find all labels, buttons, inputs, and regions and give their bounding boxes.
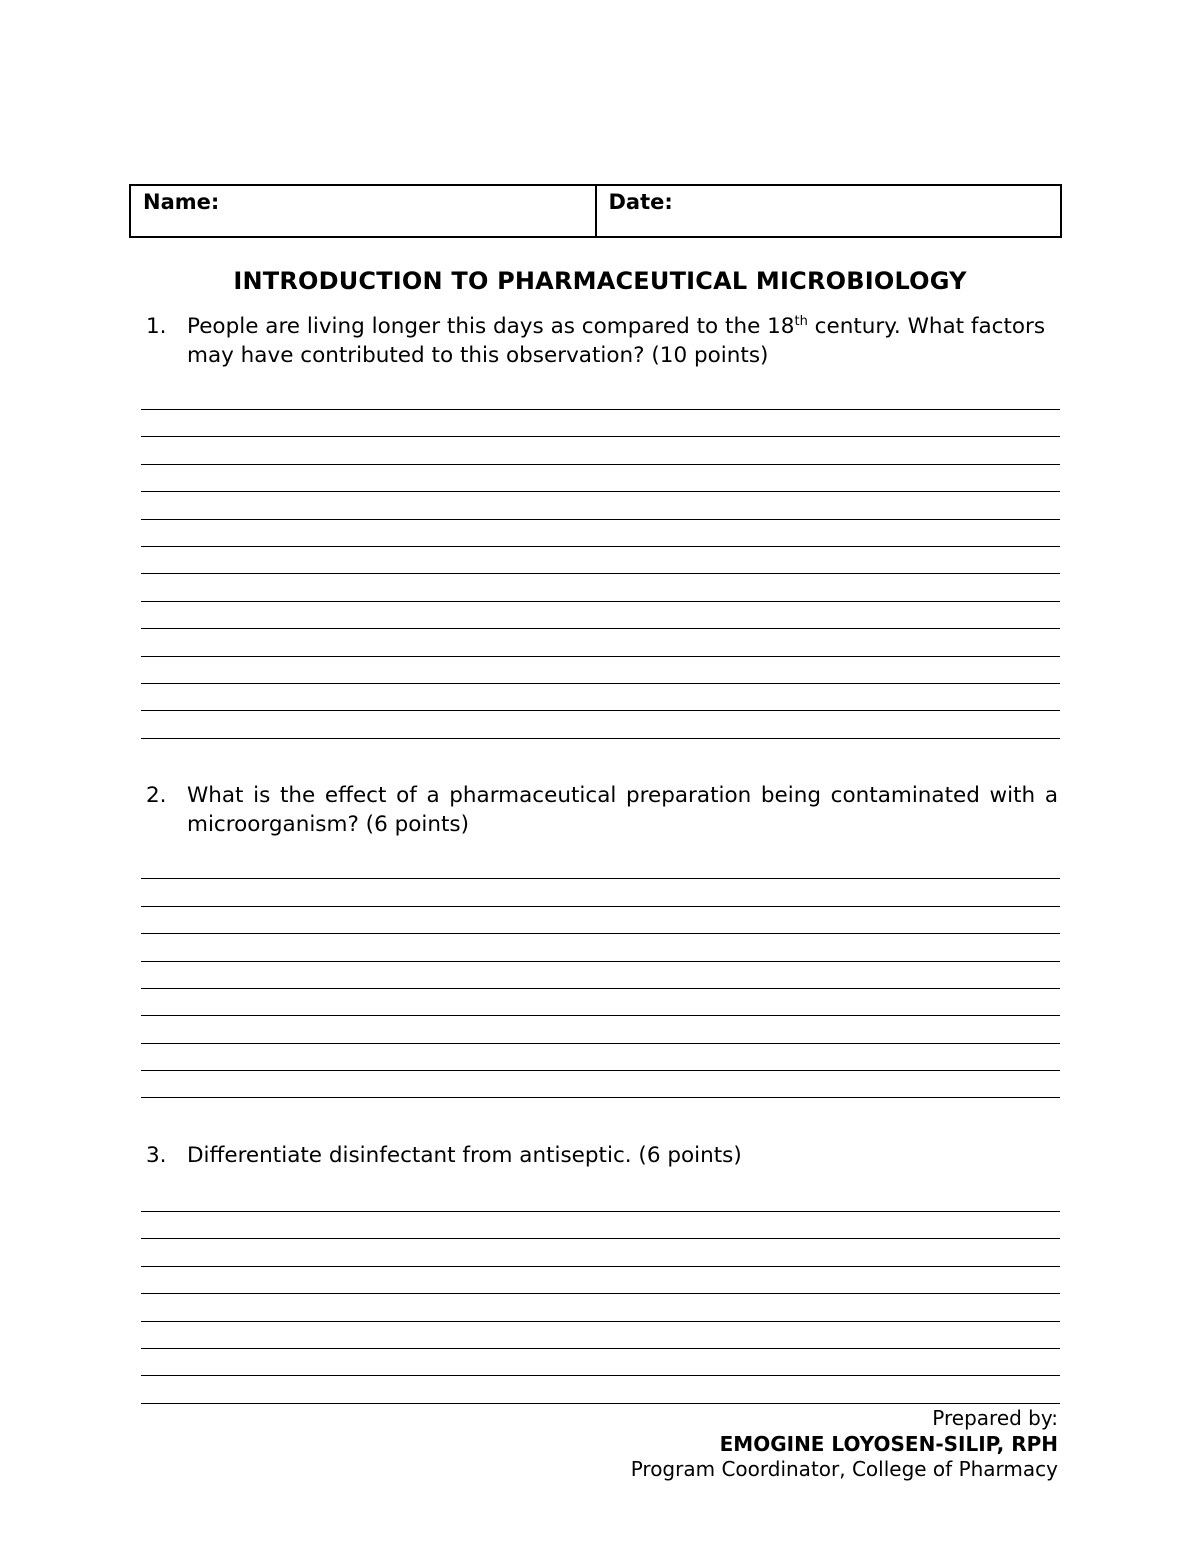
superscript: th [794, 313, 808, 329]
answer-line [141, 656, 1060, 657]
question-number: 1. [146, 314, 167, 339]
answer-line [141, 573, 1060, 574]
name-date-table [129, 184, 1062, 238]
prepared-by-label: Prepared by: [932, 1406, 1058, 1430]
preparer-position: Program Coordinator, College of Pharmacy [630, 1457, 1058, 1481]
question-text: Differentiate disinfectant from antiseptic. (6 points) [187, 1143, 742, 1168]
answer-line [141, 1321, 1060, 1322]
answer-line [141, 409, 1060, 410]
answer-line [141, 683, 1060, 684]
prepared-by-block [631, 1406, 1058, 1483]
question-text: People are living longer this days as compared to the 18th century. What factors may have contributed to this observation? (10 points) [187, 313, 1046, 368]
preparer-name: EMOGINE LOYOSEN-SILIP, RPH [719, 1431, 1058, 1456]
question-number: 2. [146, 783, 167, 808]
answer-line [141, 601, 1060, 602]
answer-line [141, 1348, 1060, 1349]
answer-line [141, 1266, 1060, 1267]
date-field[interactable] [595, 186, 1061, 236]
answer-line [141, 1293, 1060, 1294]
answer-line [141, 519, 1060, 520]
answer-line [141, 1238, 1060, 1239]
question-3 [146, 1141, 1058, 1170]
answer-line [141, 546, 1060, 547]
answer-line [141, 1403, 1060, 1404]
answer-line [141, 933, 1060, 934]
answer-line [141, 1015, 1060, 1016]
page-title: INTRODUCTION TO PHARMACEUTICAL MICROBIOLOGY [233, 267, 967, 295]
answer-line [141, 906, 1060, 907]
answer-line [141, 436, 1060, 437]
question-1 [146, 312, 1058, 370]
answer-line [141, 878, 1060, 879]
name-field[interactable] [131, 186, 595, 236]
name-label: Name: [143, 190, 220, 214]
question-text: What is the effect of a pharmaceutical preparation being contaminated with a microorganism? (6 points) [187, 783, 1058, 837]
answer-line [141, 1070, 1060, 1071]
answer-line [141, 738, 1060, 739]
answer-line [141, 1375, 1060, 1376]
answer-line [141, 464, 1060, 465]
question-2 [146, 781, 1058, 839]
answer-line [141, 1043, 1060, 1044]
answer-line [141, 710, 1060, 711]
answer-line [141, 628, 1060, 629]
answer-line [141, 961, 1060, 962]
answer-line [141, 1097, 1060, 1098]
answer-line [141, 988, 1060, 989]
answer-line [141, 491, 1060, 492]
question-number: 3. [146, 1143, 167, 1168]
date-label: Date: [608, 190, 673, 214]
answer-line [141, 1211, 1060, 1212]
